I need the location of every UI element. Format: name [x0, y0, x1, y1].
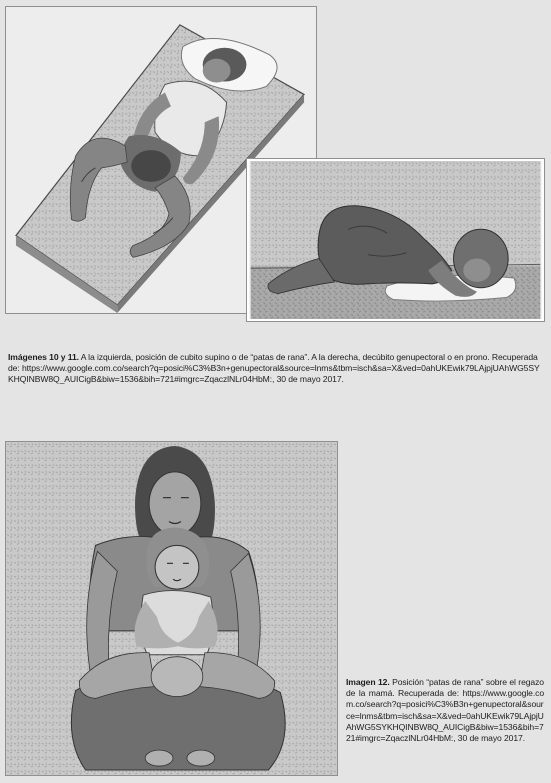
- caption-images-10-11: [8, 352, 544, 386]
- caption-text: A la izquierda, posición de cubito supino o de “patas de rana”. A la derecha, decúbito genupectoral o en prono. Recuperada de:: [8, 352, 538, 374]
- child-on-mother-lap-illustration: [6, 442, 337, 775]
- caption-date: , 30 de mayo 2017.: [453, 733, 525, 744]
- caption-source-url[interactable]: https://www.google.com.co/search?q=posici%C3%B3n+genupectoral&source=lnms&tbm=isch&sa=X&ved=0ahUKEwik79LAjpjUAhWG5SYKHQINBW8Q_AUICigB&biw=1536&bih=721#imgrc=ZqaczlNLr04HbM:: [8, 363, 540, 385]
- caption-label: Imágenes 10 y 11.: [8, 352, 79, 362]
- caption-label: Imagen 12.: [346, 677, 390, 687]
- caption-image-12: [346, 677, 544, 744]
- image-11-knee-chest-prone: [247, 159, 544, 321]
- child-knee-chest-prone-illustration: [249, 161, 542, 319]
- caption-source-url[interactable]: https://www.google.com.co/search?q=posici%C3%B3n+genupectoral&source=lnms&tbm=isch&sa=X&ved=0ahUKEwik79LAjpjUAhWG5SYKHQINBW8Q_AUICigB&biw=1536&bih=721#imgrc=ZqaczlNLr04HbM:: [346, 688, 544, 744]
- caption-date: , 30 de mayo 2017.: [272, 374, 344, 385]
- image-12-mother-lap: [5, 441, 338, 776]
- caption-text: Posición “patas de rana” sobre el regazo de la mamá. Recuperada de:: [346, 677, 544, 699]
